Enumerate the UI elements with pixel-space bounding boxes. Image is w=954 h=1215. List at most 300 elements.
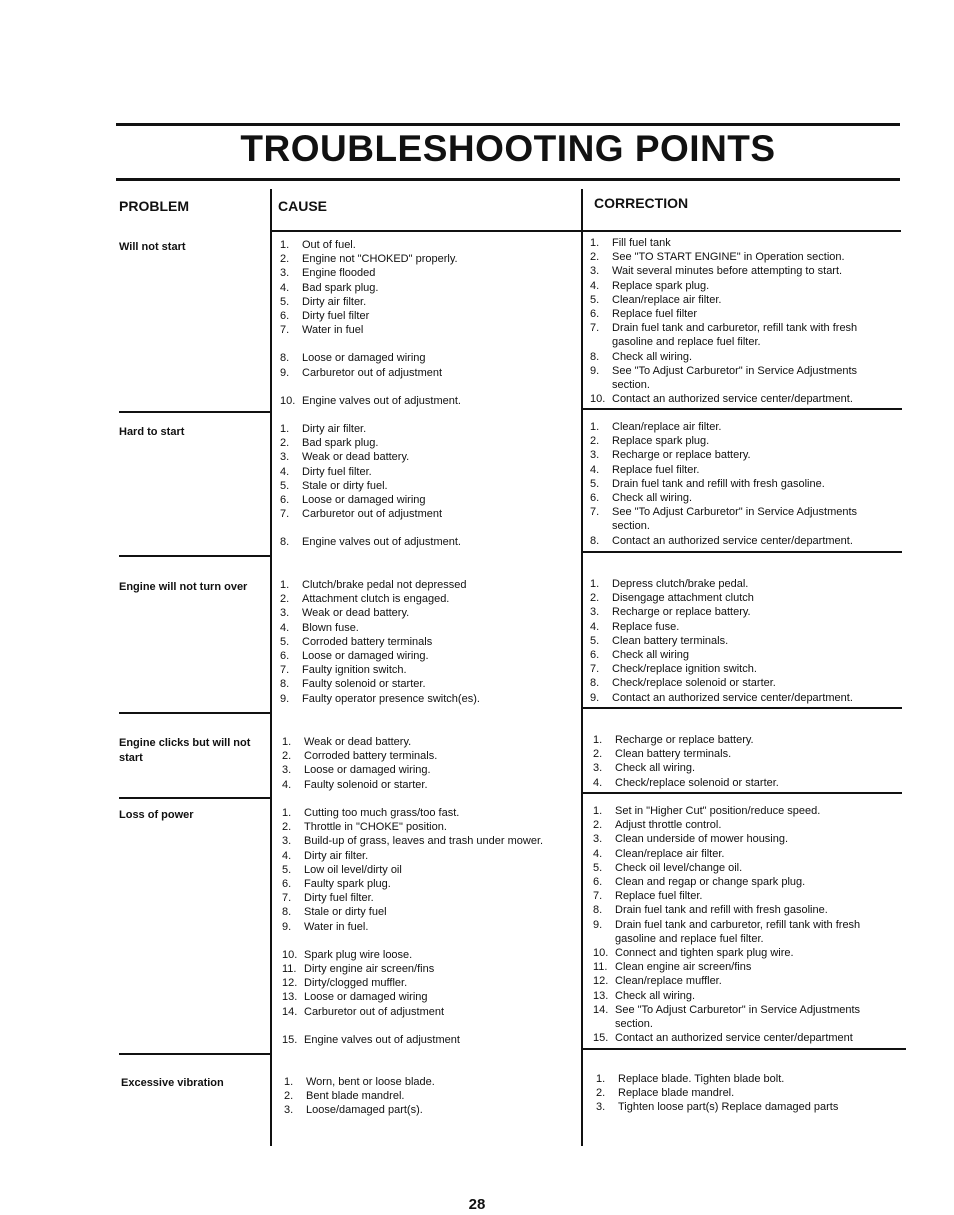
list-item (280, 309, 575, 323)
list-item (282, 834, 575, 848)
list-item (280, 606, 575, 620)
item-number: 1. (282, 807, 292, 819)
item-number: 6. (282, 878, 292, 891)
list-item (590, 279, 890, 293)
list-item (590, 605, 890, 619)
item-number: 1. (284, 1076, 294, 1088)
item-number: 3. (593, 762, 603, 775)
item-text: Faulty solenoid or starter. (302, 678, 426, 691)
list-item (596, 1072, 896, 1086)
list-item (280, 252, 575, 266)
item-number: 11. (282, 963, 297, 976)
item-text: Carburetor out of adjustment (302, 508, 443, 521)
list-item (593, 946, 893, 960)
item-text: Engine valves out of adjustment. (302, 536, 461, 549)
item-text: Check oil level/change oil. (615, 861, 743, 874)
item-number: 1. (596, 1073, 606, 1085)
item-number: 13. (593, 989, 609, 1002)
list-item (590, 577, 890, 591)
list-item (280, 351, 575, 365)
list-item (280, 238, 575, 252)
correction-column-divider (581, 189, 583, 1146)
item-text: Throttle in "CHOKE" position. (304, 821, 447, 834)
item-number: 3. (282, 835, 292, 848)
item-number: 8. (280, 678, 290, 691)
item-number: 3. (280, 607, 290, 620)
problem-engine-clicks-but-will-not-start: Engine clicks but will not start (119, 737, 251, 764)
item-text: Replace fuse. (612, 620, 680, 633)
item-text: Drain fuel tank and carburetor, refill tank with fresh gasoline and replace fuel filter. (612, 322, 858, 349)
item-text: Drain fuel tank and carburetor, refill tank with fresh gasoline and replace fuel filter. (615, 918, 861, 945)
list-item (280, 692, 575, 706)
item-text: Fill fuel tank (612, 237, 671, 249)
list-item (282, 806, 575, 820)
item-number: 4. (593, 776, 603, 789)
list-item (590, 591, 890, 605)
item-number: 7. (280, 664, 290, 677)
item-number: 1. (590, 237, 600, 249)
item-text: Clean/replace air filter. (612, 293, 722, 306)
list-item (596, 1086, 896, 1100)
list-item (593, 818, 893, 832)
item-text: Check all wiring. (612, 350, 693, 363)
header-separator (271, 230, 901, 232)
item-text: Spark plug wire loose. (304, 948, 413, 961)
list-item (593, 747, 890, 761)
item-number: 8. (590, 350, 600, 363)
item-text: Clean underside of mower housing. (615, 833, 789, 846)
item-number: 3. (280, 267, 290, 280)
item-text: Engine valves out of adjustment (304, 1033, 460, 1046)
list-item (590, 634, 890, 648)
item-number: 5. (280, 295, 290, 308)
list-item (590, 350, 890, 364)
list-item (590, 434, 890, 448)
row-separator (582, 551, 902, 553)
item-text: Cutting too much grass/too fast. (304, 807, 460, 819)
item-text: Blown fuse. (302, 621, 359, 634)
item-number: 6. (590, 649, 600, 662)
item-text: Water in fuel. (304, 920, 369, 933)
list-item (590, 321, 890, 349)
item-text: Bad spark plug. (302, 281, 379, 294)
row-separator (582, 408, 902, 410)
item-number: 10. (593, 947, 609, 960)
item-number: 8. (282, 906, 292, 919)
item-text: Loose or damaged wiring (302, 494, 426, 507)
item-number: 8. (590, 534, 600, 547)
item-text: Faulty operator presence switch(es). (302, 692, 480, 705)
item-text: Loose/damaged part(s). (306, 1104, 423, 1117)
item-text: Loose or damaged wiring (304, 991, 428, 1004)
list-item (280, 663, 575, 677)
item-text: Dirty engine air screen/fins (304, 963, 435, 976)
causes-engine-clicks (282, 735, 575, 792)
list-item (284, 1089, 575, 1103)
list-item (284, 1103, 575, 1117)
row-separator (119, 411, 271, 413)
causes-will-not-start (280, 238, 575, 408)
item-text: Out of fuel. (302, 239, 356, 251)
item-number: 2. (282, 750, 292, 763)
item-number: 9. (590, 691, 600, 704)
list-item (590, 676, 890, 690)
item-number: 7. (593, 890, 603, 903)
cause-header: CAUSE (278, 198, 328, 214)
item-text: Contact an authorized service center/department. (612, 691, 853, 704)
list-item (280, 479, 575, 493)
item-text: Worn, bent or loose blade. (306, 1076, 435, 1088)
item-number: 13. (282, 991, 298, 1004)
list-item (280, 323, 575, 337)
list-item (280, 394, 575, 408)
item-text: Dirty air filter. (304, 849, 369, 862)
item-number: 5. (280, 635, 290, 648)
item-number: 8. (593, 904, 603, 917)
row-separator (119, 1053, 271, 1055)
list-item (590, 364, 890, 392)
list-item (280, 507, 575, 521)
item-text: Clean/replace air filter. (612, 421, 722, 433)
item-number: 12. (593, 975, 609, 988)
item-text: Dirty air filter. (302, 423, 367, 435)
list-item (590, 620, 890, 634)
list-item (593, 1003, 893, 1031)
corrections-excessive-vibration (596, 1072, 896, 1115)
item-number: 10. (590, 393, 606, 406)
row-separator (119, 797, 271, 799)
item-number: 2. (282, 821, 292, 834)
list-item (593, 861, 893, 875)
item-number: 4. (590, 620, 600, 633)
list-item (593, 903, 893, 917)
item-text: Stale or dirty fuel. (302, 479, 388, 492)
item-number: 4. (280, 621, 290, 634)
item-text: Build-up of grass, leaves and trash under mower. (304, 835, 544, 848)
item-number: 6. (590, 492, 600, 505)
page-title: TROUBLESHOOTING POINTS (240, 128, 776, 169)
problem-engine-will-not-turn-over: Engine will not turn over (119, 581, 248, 593)
list-item (590, 264, 890, 278)
row-separator (119, 712, 271, 714)
item-number: 9. (280, 366, 290, 379)
list-item (590, 648, 890, 662)
item-number: 4. (282, 849, 292, 862)
item-text: Replace fuel filter. (612, 463, 700, 476)
item-number: 1. (590, 578, 600, 590)
item-text: Check/replace solenoid or starter. (615, 776, 779, 789)
item-number: 9. (593, 918, 603, 931)
item-number: 5. (590, 293, 600, 306)
title-top-rule (116, 123, 900, 126)
item-number: 3. (280, 451, 290, 464)
problem-loss-of-power: Loss of power (119, 809, 194, 821)
list-item (593, 733, 890, 747)
list-item (590, 505, 890, 533)
item-number: 5. (590, 477, 600, 490)
list-item (280, 366, 575, 380)
item-number: 15. (593, 1032, 609, 1045)
item-number: 3. (590, 265, 600, 278)
item-number: 14. (282, 1005, 298, 1018)
item-text: Connect and tighten spark plug wire. (615, 947, 794, 960)
list-item (593, 889, 893, 903)
item-text: Contact an authorized service center/department. (612, 534, 853, 547)
item-number: 6. (593, 876, 603, 889)
item-text: Drain fuel tank and refill with fresh gasoline. (615, 904, 828, 917)
item-text: Stale or dirty fuel (304, 906, 387, 919)
list-item (280, 677, 575, 691)
item-text: See "To Adjust Carburetor" in Service Adjustments section. (612, 506, 858, 533)
item-number: 4. (593, 847, 603, 860)
item-number: 1. (282, 736, 292, 748)
item-number: 3. (590, 606, 600, 619)
item-text: Replace spark plug. (612, 279, 710, 292)
item-text: Corroded battery terminals. (304, 750, 438, 763)
item-text: Carburetor out of adjustment (304, 1005, 445, 1018)
item-number: 1. (280, 579, 290, 591)
item-number: 8. (280, 536, 290, 549)
list-item (282, 962, 575, 976)
list-item (280, 621, 575, 635)
item-number: 10. (282, 948, 298, 961)
row-separator (119, 555, 271, 557)
item-number: 6. (280, 494, 290, 507)
list-item (590, 463, 890, 477)
list-item (282, 1033, 575, 1047)
item-text: Recharge or replace battery. (612, 606, 751, 619)
item-number: 2. (593, 748, 603, 761)
item-text: Dirty fuel filter (302, 310, 370, 323)
item-number: 3. (596, 1101, 606, 1114)
item-number: 2. (593, 819, 603, 832)
problem-header: PROBLEM (119, 198, 189, 214)
item-number: 11. (593, 961, 608, 974)
item-text: Replace fuel filter (612, 308, 697, 321)
item-number: 4. (590, 463, 600, 476)
item-text: Weak or dead battery. (304, 736, 412, 748)
problem-hard-to-start: Hard to start (119, 426, 185, 438)
item-text: Attachment clutch is engaged. (302, 593, 450, 606)
item-text: Contact an authorized service center/department (615, 1032, 853, 1045)
item-text: Low oil level/dirty oil (304, 863, 402, 876)
item-text: Weak or dead battery. (302, 451, 410, 464)
list-item (282, 778, 575, 792)
item-text: Adjust throttle control. (615, 819, 722, 832)
row-separator (582, 707, 902, 709)
list-item (593, 804, 893, 818)
list-item (280, 422, 575, 436)
list-item (280, 535, 575, 549)
item-number: 7. (590, 506, 600, 519)
item-text: Contact an authorized service center/department. (612, 393, 853, 406)
item-text: Check all wiring (612, 649, 690, 662)
item-text: Faulty solenoid or starter. (304, 778, 428, 791)
list-item (590, 236, 890, 250)
item-number: 10. (280, 394, 296, 407)
item-text: Replace spark plug. (612, 435, 710, 448)
list-item (282, 735, 575, 749)
list-item (590, 420, 890, 434)
list-item (282, 863, 575, 877)
item-text: Loose or damaged wiring. (302, 650, 429, 663)
item-text: Bad spark plug. (302, 437, 379, 450)
list-item (280, 465, 575, 479)
item-text: Engine not "CHOKED" properly. (302, 253, 458, 266)
item-number: 2. (284, 1090, 294, 1103)
title-bottom-rule (116, 178, 900, 181)
item-number: 7. (280, 324, 290, 337)
item-number: 5. (590, 634, 600, 647)
list-item (593, 989, 893, 1003)
item-text: Wait several minutes before attempting to start. (612, 265, 843, 278)
item-number: 2. (590, 251, 600, 264)
item-number: 4. (280, 465, 290, 478)
item-text: Check all wiring. (612, 492, 693, 505)
page-number: 28 (468, 1196, 486, 1213)
causes-loss-of-power (282, 806, 575, 1047)
item-text: Carburetor out of adjustment (302, 366, 443, 379)
item-number: 7. (280, 508, 290, 521)
item-number: 12. (282, 977, 298, 990)
correction-header: CORRECTION (594, 195, 689, 211)
item-text: Set in "Higher Cut" position/reduce speed. (615, 805, 821, 817)
list-item (280, 266, 575, 280)
list-item (280, 635, 575, 649)
list-item (282, 920, 575, 934)
item-number: 7. (590, 322, 600, 335)
item-number: 9. (282, 920, 292, 933)
item-text: Clean battery terminals. (615, 748, 732, 761)
item-text: Dirty air filter. (302, 295, 367, 308)
item-text: Clean/replace muffler. (615, 975, 722, 988)
item-text: Dirty fuel filter. (302, 465, 372, 478)
list-item (590, 448, 890, 462)
item-number: 15. (282, 1033, 298, 1046)
list-item (590, 491, 890, 505)
list-item (593, 974, 893, 988)
item-number: 2. (590, 435, 600, 448)
item-number: 14. (593, 1003, 609, 1016)
item-number: 6. (280, 310, 290, 323)
list-item (593, 918, 893, 946)
item-text: Faulty spark plug. (304, 878, 391, 891)
item-number: 2. (280, 253, 290, 266)
item-number: 3. (284, 1104, 294, 1117)
list-item (280, 295, 575, 309)
problem-excessive-vibration: Excessive vibration (121, 1077, 224, 1089)
item-text: Clean/replace air filter. (615, 847, 725, 860)
item-number: 4. (282, 778, 292, 791)
item-text: Loose or damaged wiring. (304, 764, 431, 777)
list-item (590, 392, 890, 406)
list-item (593, 761, 890, 775)
causes-hard-to-start (280, 422, 575, 550)
item-text: Disengage attachment clutch (612, 592, 754, 605)
list-item (280, 450, 575, 464)
item-text: Check/replace ignition switch. (612, 663, 757, 676)
item-text: Engine valves out of adjustment. (302, 394, 461, 407)
list-item (593, 832, 893, 846)
item-number: 7. (282, 892, 292, 905)
item-text: Weak or dead battery. (302, 607, 410, 620)
list-item (280, 649, 575, 663)
list-item (280, 592, 575, 606)
item-text: Replace blade. Tighten blade bolt. (618, 1073, 785, 1085)
item-number: 2. (280, 437, 290, 450)
causes-engine-will-not-turn-over (280, 578, 575, 706)
list-item (282, 1005, 575, 1019)
item-text: Check all wiring. (615, 989, 696, 1002)
item-number: 4. (590, 279, 600, 292)
list-item (590, 662, 890, 676)
item-number: 7. (590, 663, 600, 676)
item-text: Tighten loose part(s) Replace damaged parts (618, 1101, 839, 1114)
item-number: 5. (282, 863, 292, 876)
item-text: Check all wiring. (615, 762, 696, 775)
list-item (282, 877, 575, 891)
item-number: 6. (590, 308, 600, 321)
item-text: Recharge or replace battery. (612, 449, 751, 462)
list-item (280, 578, 575, 592)
item-text: Clean and regap or change spark plug. (615, 876, 806, 889)
item-number: 2. (596, 1087, 606, 1100)
list-item (284, 1075, 575, 1089)
item-text: Recharge or replace battery. (615, 734, 754, 746)
item-number: 1. (590, 421, 600, 433)
item-number: 8. (280, 352, 290, 365)
item-number: 2. (280, 593, 290, 606)
item-text: Loose or damaged wiring (302, 352, 426, 365)
item-text: Drain fuel tank and refill with fresh gasoline. (612, 477, 825, 490)
list-item (593, 960, 893, 974)
list-item (593, 875, 893, 889)
item-number: 1. (593, 734, 603, 746)
item-text: See "To Adjust Carburetor" in Service Adjustments section. (615, 1003, 861, 1031)
list-item (282, 990, 575, 1004)
item-number: 9. (590, 364, 600, 377)
item-number: 3. (590, 449, 600, 462)
row-separator (582, 792, 902, 794)
item-text: Corroded battery terminals (302, 635, 433, 648)
corrections-will-not-start (590, 236, 890, 406)
item-text: Check/replace solenoid or starter. (612, 677, 776, 690)
item-text: Engine flooded (302, 267, 376, 280)
list-item (282, 849, 575, 863)
corrections-hard-to-start (590, 420, 890, 548)
list-item (596, 1100, 896, 1114)
item-number: 1. (280, 423, 290, 435)
item-text: See "To Adjust Carburetor" in Service Adjustments section. (612, 364, 858, 392)
problem-will-not-start: Will not start (119, 241, 186, 253)
item-number: 4. (280, 281, 290, 294)
list-item (590, 691, 890, 705)
item-text: Bent blade mandrel. (306, 1090, 405, 1103)
list-item (593, 776, 890, 790)
item-text: Dirty/clogged muffler. (304, 977, 408, 990)
item-number: 9. (280, 692, 290, 705)
item-number: 3. (282, 764, 292, 777)
item-number: 1. (593, 805, 603, 817)
list-item (282, 905, 575, 919)
list-item (590, 250, 890, 264)
list-item (593, 847, 893, 861)
list-item (593, 1031, 893, 1045)
item-text: See "TO START ENGINE" in Operation section. (612, 251, 845, 264)
item-text: Clutch/brake pedal not depressed (302, 579, 467, 591)
list-item (282, 976, 575, 990)
list-item (282, 891, 575, 905)
